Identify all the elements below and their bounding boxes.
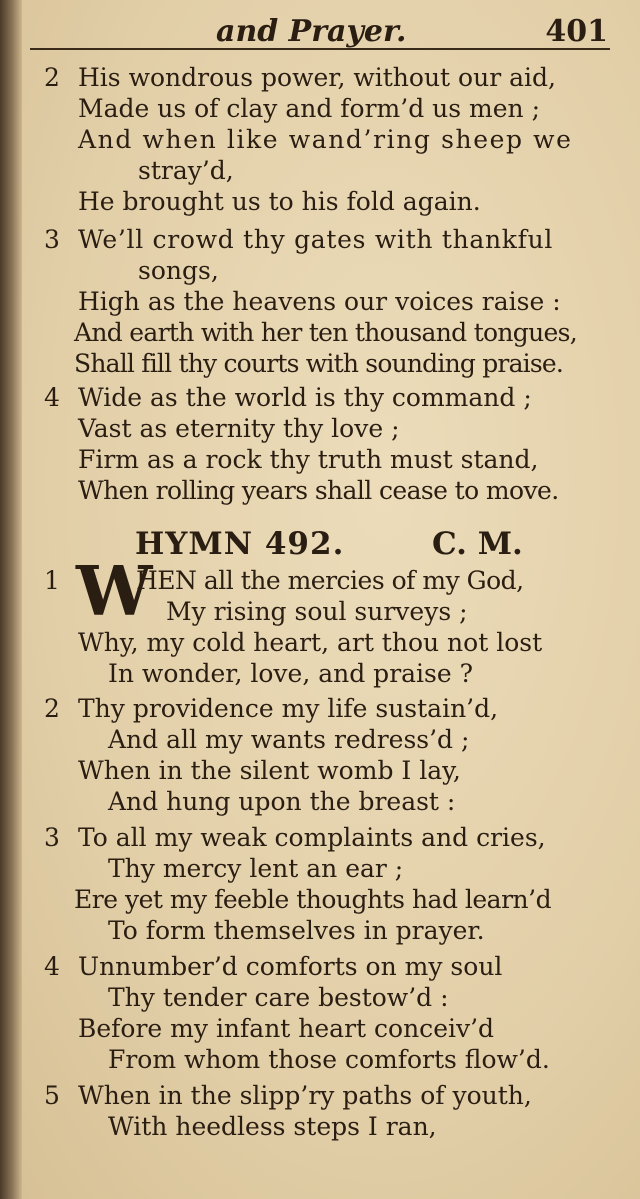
- verse-line: Firm as a rock thy truth must stand,: [78, 445, 539, 474]
- verse-line: With heedless steps I ran,: [108, 1112, 437, 1141]
- hymn-meter: C. M.: [432, 526, 523, 562]
- verse-line: HEN all the mercies of my God,: [136, 566, 524, 595]
- verse-line: From whom those comforts flow’d.: [108, 1045, 550, 1074]
- stanza-number: 2: [44, 63, 60, 92]
- page-header: [30, 8, 610, 50]
- verse-line: Before my infant heart conceiv’d: [78, 1014, 495, 1043]
- verse-line: Thy tender care bestow’d :: [108, 983, 449, 1012]
- running-title: and Prayer.: [216, 14, 407, 49]
- stanza-number: 4: [44, 952, 60, 981]
- verse-line: His wondrous power, without our aid,: [78, 63, 556, 92]
- verse-line: When in the silent womb I lay,: [78, 756, 461, 785]
- verse-line: When in the slipp’ry paths of youth,: [78, 1081, 532, 1110]
- stanza-number: 2: [44, 694, 60, 723]
- verse-line: When rolling years shall cease to move.: [78, 476, 559, 505]
- stanza-number: 5: [44, 1081, 60, 1110]
- verse-line: And hung upon the breast :: [108, 787, 456, 816]
- book-spine-shadow: [0, 0, 22, 1199]
- verse-line: Unnumber’d comforts on my soul: [78, 952, 503, 981]
- verse-line: Ere yet my feeble thoughts had learn’d: [74, 885, 552, 914]
- drop-cap: W: [76, 552, 153, 632]
- verse-line: To form themselves in prayer.: [108, 916, 485, 945]
- verse-line: And earth with her ten thousand tongues,: [74, 318, 577, 347]
- verse-line: In wonder, love, and praise ?: [108, 659, 474, 688]
- verse-line: He brought us to his fold again.: [78, 187, 481, 216]
- verse-line: We’ll crowd thy gates with thankful: [78, 225, 554, 254]
- stanza-number: 1: [44, 566, 60, 595]
- verse-line: Wide as the world is thy command ;: [78, 383, 532, 412]
- verse-line: Shall fill thy courts with sounding praise.: [74, 349, 564, 378]
- verse-line: And all my wants redress’d ;: [108, 725, 470, 754]
- verse-line: And when like wand’ring sheep we: [78, 125, 573, 154]
- stanza-number: 4: [44, 383, 60, 412]
- verse-line: Thy providence my life sustain’d,: [78, 694, 499, 723]
- verse-line: High as the heavens our voices raise :: [78, 287, 561, 316]
- verse-line: To all my weak complaints and cries,: [78, 823, 546, 852]
- verse-line: songs,: [138, 256, 219, 285]
- verse-line: My rising soul surveys ;: [166, 597, 468, 626]
- verse-line: Why, my cold heart, art thou not lost: [78, 628, 543, 657]
- page-number: 401: [545, 14, 608, 49]
- verse-line: stray’d,: [138, 156, 234, 185]
- hymn-title: HYMN 492.: [135, 526, 345, 562]
- stanza-number: 3: [44, 225, 60, 254]
- verse-line: Made us of clay and form’d us men ;: [78, 94, 541, 123]
- verse-line: Vast as eternity thy love ;: [78, 414, 400, 443]
- verse-line: Thy mercy lent an ear ;: [108, 854, 404, 883]
- stanza-number: 3: [44, 823, 60, 852]
